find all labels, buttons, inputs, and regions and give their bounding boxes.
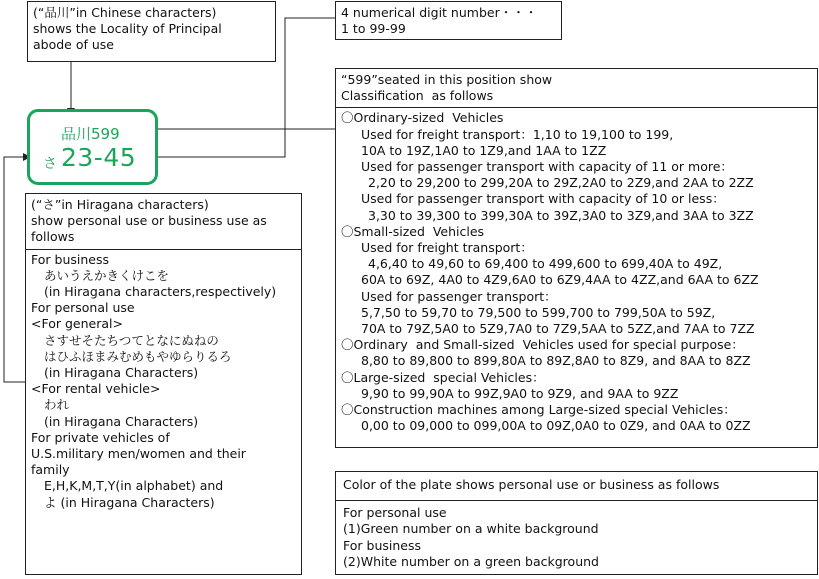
note-line: For personal use: [343, 505, 447, 521]
hiragana-header: [26, 194, 301, 250]
note-line: 5,7,50 to 59,70 to 79,500 to 599,700 to 799,50A to 59Z,: [361, 304, 716, 320]
digit-number-note-box: [335, 1, 562, 40]
plate-color-header: [336, 472, 817, 501]
digit-note-line: 1 to 99-99: [341, 21, 406, 37]
note-line: はひふほまみむめもやゆらりるろ: [44, 348, 232, 364]
note-line: われ: [44, 397, 70, 413]
plate-hiragana: さ: [43, 156, 57, 172]
locality-note-box: [27, 1, 276, 62]
note-line: (in Hiragana characters,respectively): [44, 284, 277, 300]
classification-body: [336, 108, 817, 436]
note-line: family: [31, 462, 70, 478]
note-line: 3,30 to 39,300 to 399,30A to 39Z,3A0 to 3Z9,and 3AA to 3ZZ: [368, 207, 754, 223]
note-line: <For general>: [31, 316, 123, 332]
note-line: <For rental vehicle>: [31, 381, 161, 397]
note-line: (2)White number on a green background: [343, 553, 599, 569]
note-line: よ (in Hiragana Characters): [44, 494, 215, 510]
note-line: 4,6,40 to 49,60 to 69,400 to 499,600 to 699,40A to 49Z,: [368, 256, 723, 272]
note-line: (in Hiragana Characters): [44, 365, 199, 381]
note-line: 〇Ordinary and Small-sized Vehicles used for special purpose：: [341, 337, 744, 353]
digit-note-line: 4 numerical digit number・・・: [341, 5, 538, 20]
plate-number: 23-45: [61, 143, 137, 172]
license-plate: [27, 109, 158, 185]
note-line: (in Hiragana Characters): [44, 413, 199, 429]
hiragana-header-line: show personal use or business use as: [31, 213, 267, 229]
note-line: さすせそたちつてとなにぬねの: [44, 332, 219, 348]
note-line: 〇Ordinary-sized Vehicles: [341, 110, 504, 126]
note-line: E,H,K,M,T,Y(in alphabet) and: [44, 478, 224, 494]
note-line: 8,80 to 89,800 to 899,80A to 89Z,8A0 to 8Z9, and 8AA to 8ZZ: [361, 353, 751, 369]
note-line: Used for passenger transport with capacity of 11 or more：: [361, 159, 733, 175]
locality-note-line: shows the Locality of Principal: [33, 21, 222, 37]
note-line: For private vehicles of: [31, 429, 170, 445]
hiragana-header-line: (“さ”in Hiragana characters): [31, 197, 209, 212]
note-line: Used for freight transport：: [361, 240, 533, 256]
note-line: あいうえかきくけこを: [44, 267, 170, 283]
locality-note-line: (“品川”in Chinese characters): [33, 5, 217, 20]
note-line: 10A to 19Z,1A0 to 1Z9,and 1AA to 1ZZ: [361, 142, 607, 158]
plate-color-body: [336, 501, 817, 574]
hiragana-header-line: follows: [31, 229, 75, 245]
note-line: U.S.military men/women and their: [31, 446, 246, 462]
note-line: Used for passenger transport with capacity of 10 or less：: [361, 191, 725, 207]
note-line: 〇Small-sized Vehicles: [341, 223, 485, 239]
plate-color-header-line: Color of the plate shows personal use or business as follows: [343, 477, 720, 492]
note-line: 〇Construction machines among Large-sized special Vehicles：: [341, 402, 736, 418]
locality-note-line: abode of use: [33, 37, 114, 53]
note-line: Used for freight transport：1,10 to 19,100 to 199,: [361, 126, 674, 142]
hiragana-note-box: [25, 193, 302, 575]
plate-color-note-box: [335, 471, 818, 575]
classification-note-box: [335, 68, 818, 448]
note-line: 60A to 69Z, 4A0 to 4Z9,6A0 to 6Z9,4AA to 4ZZ,and 6AA to 6ZZ: [361, 272, 759, 288]
classification-header: [336, 69, 817, 108]
classification-header-line: “599”seated in this position show: [341, 72, 553, 87]
note-line: For business: [31, 251, 109, 267]
note-line: For business: [343, 537, 421, 553]
note-line: 〇Large-sized special Vehicles：: [341, 369, 545, 385]
note-line: 70A to 79Z,5A0 to 5Z9,7A0 to 7Z9,5AA to 5ZZ,and 7AA to 7ZZ: [361, 321, 755, 337]
note-line: For personal use: [31, 300, 135, 316]
plate-locality-class: 品川599: [61, 125, 120, 143]
hiragana-body: [26, 250, 301, 513]
note-line: 2,20 to 29,200 to 299,20A to 29Z,2A0 to 2Z9,and 2AA to 2ZZ: [368, 175, 754, 191]
note-line: Used for passenger transport：: [361, 288, 557, 304]
classification-header-line: Classification as follows: [341, 88, 494, 104]
note-line: (1)Green number on a white background: [343, 521, 599, 537]
note-line: 0,00 to 09,000 to 099,00A to 09Z,0A0 to 0Z9, and 0AA to 0ZZ: [361, 418, 751, 434]
note-line: 9,90 to 99,90A to 99Z,9A0 to 9Z9, and 9AA to 9ZZ: [361, 385, 679, 401]
